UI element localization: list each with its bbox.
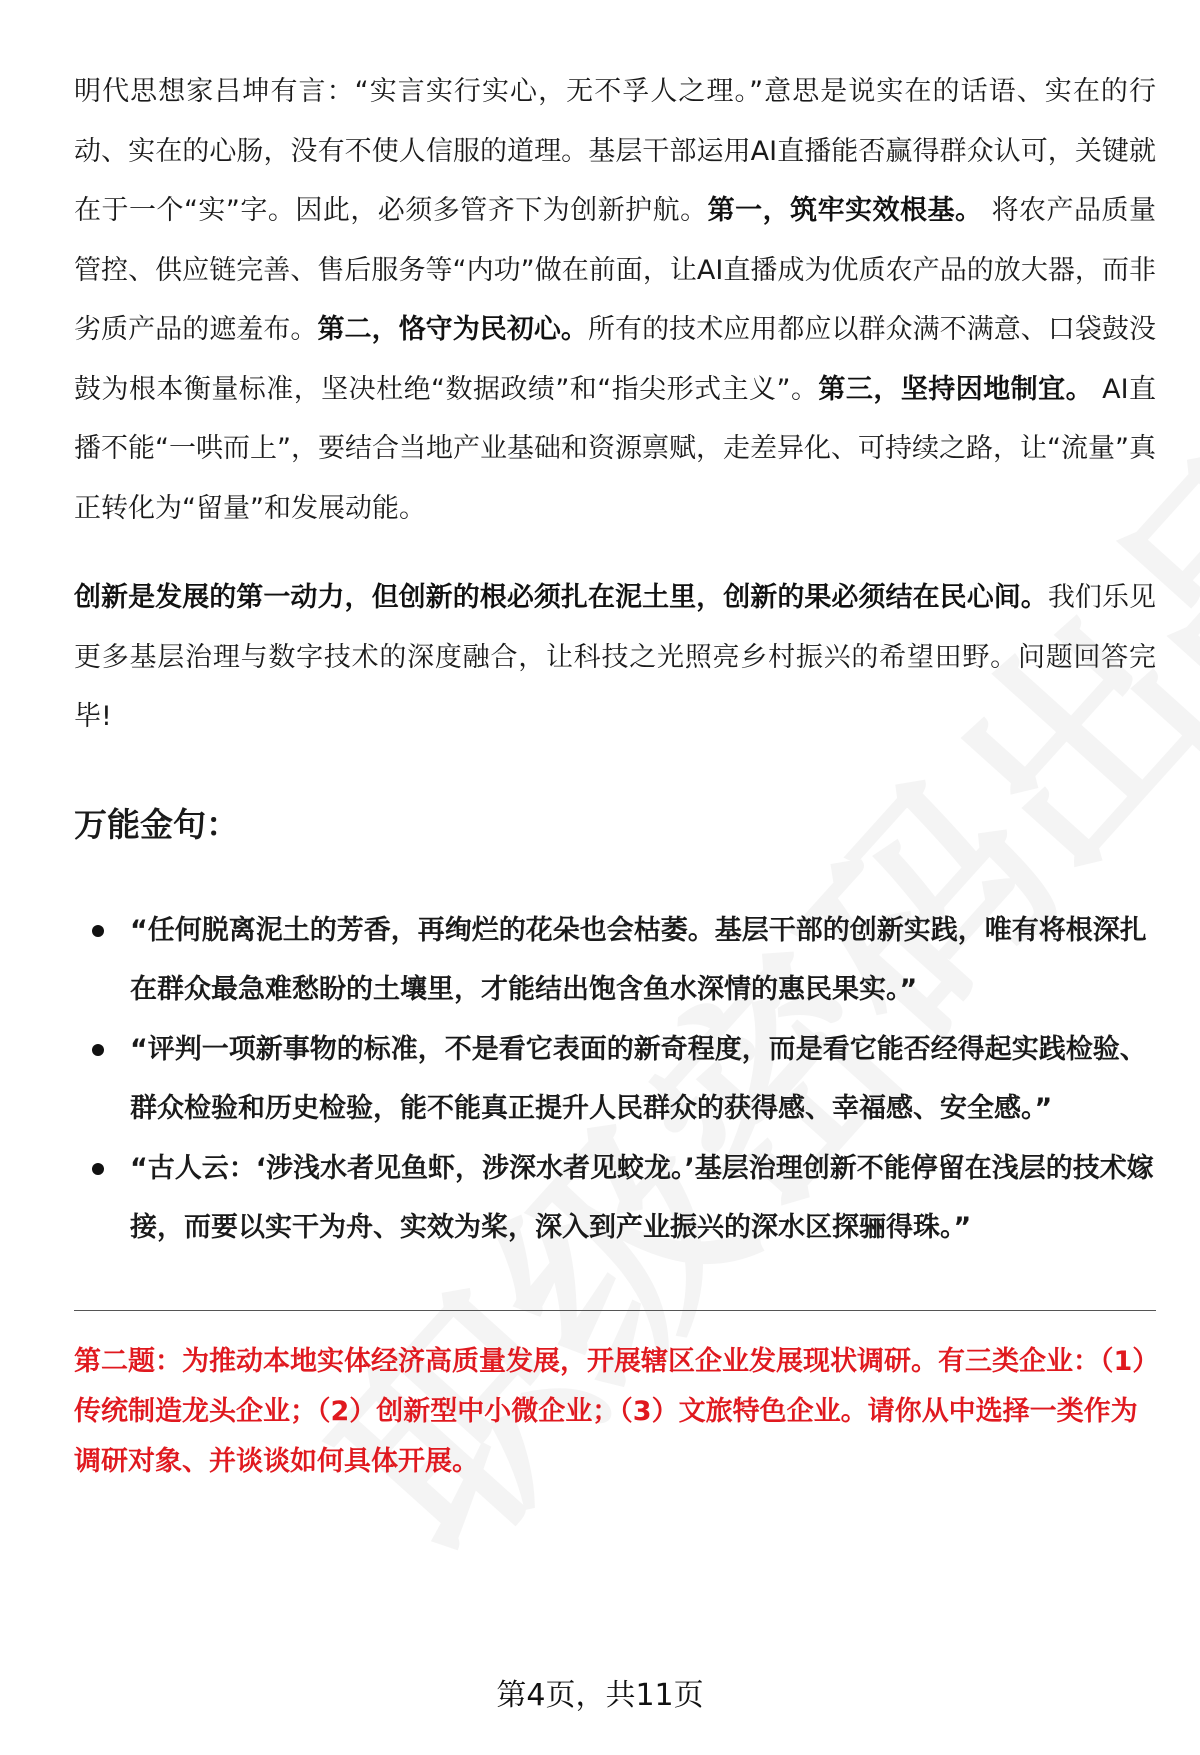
divider [74,1310,1156,1311]
quote-item [130,1020,1156,1139]
paragraph-2 [74,568,1156,747]
bullet-icon [92,1044,104,1056]
para1-text-3: 所有的技术应用都应以群众满不满意、口袋鼓没鼓为根本衡量标准，坚决杜绝“数据政绩”和“指尖形式主义”。 [74,314,1157,405]
bullet-icon [92,1163,104,1175]
para2-bold: 创新是发展的第一动力，但创新的根必须扎在泥土里，创新的果必须结在民心间。 [74,582,1048,613]
quote-item [130,901,1156,1020]
quote-list [74,901,1156,1258]
point-2-heading: 第二，恪守为民初心。 [317,314,588,345]
quote-text: “评判一项新事物的标准，不是看它表面的新奇程度，而是看它能否经得起实践检验、群众检验和历史检验，能不能真正提升人民群众的获得感、幸福感、安全感。” [130,1033,1147,1124]
para2-text: 我们乐见更多基层治理与数字技术的深度融合，让科技之光照亮乡村振兴的希望田野。问题回答完毕! [74,582,1157,732]
page-number: 第4页，共11页 [496,1678,704,1713]
para1-text-1: 明代思想家吕坤有言：“实言实行实心，无不孚人之理。”意思是说实在的话语、实在的行动、实在的心肠，没有不使人信服的道理。基层干部运用AI直播能否赢得群众认可，关键就在于一个“实”字。因此，必须多管齐下为创新护航。 [74,76,1156,226]
paragraph-1 [74,62,1156,538]
question-text: 第二题：为推动本地实体经济高质量发展，开展辖区企业发展现状调研。有三类企业：（1）传统制造龙头企业；（2）创新型中小微企业；（3）文旅特色企业。请你从中选择一类作为调研对象、并谈谈如何具体开展。 [74,1345,1146,1477]
quote-text: “任何脱离泥土的芳香，再绚烂的花朵也会枯萎。基层干部的创新实践，唯有将根深扎在群众最急难愁盼的土壤里，才能结出饱含鱼水深情的惠民果实。” [130,914,1147,1005]
para1-text-2: 将农产品质量管控、供应链完善、售后服务等“内功”做在前面，让AI直播成为优质农产品的放大器，而非劣质产品的遮羞布。 [74,195,1156,345]
para1-text-4: AI直播不能“一哄而上”，要结合当地产业基础和资源禀赋，走差异化、可持续之路，让“流量”真正转化为“留量”和发展动能。 [74,373,1157,524]
point-1-heading: 第一，筑牢实效根基。 [707,195,983,226]
section-title: 万能金句： [74,804,239,844]
bullet-icon [92,925,104,937]
quote-item [130,1139,1156,1258]
point-3-heading: 第三，坚持因地制宜。 [818,373,1094,405]
quote-text: “古人云：‘涉浅水者见鱼虾，涉深水者见蛟龙。’基层治理创新不能停留在浅层的技术嫁接，而要以实干为舟、实效为桨，深入到产业振兴的深水区探骊得珠。” [130,1152,1154,1243]
document-body [74,62,1156,1487]
